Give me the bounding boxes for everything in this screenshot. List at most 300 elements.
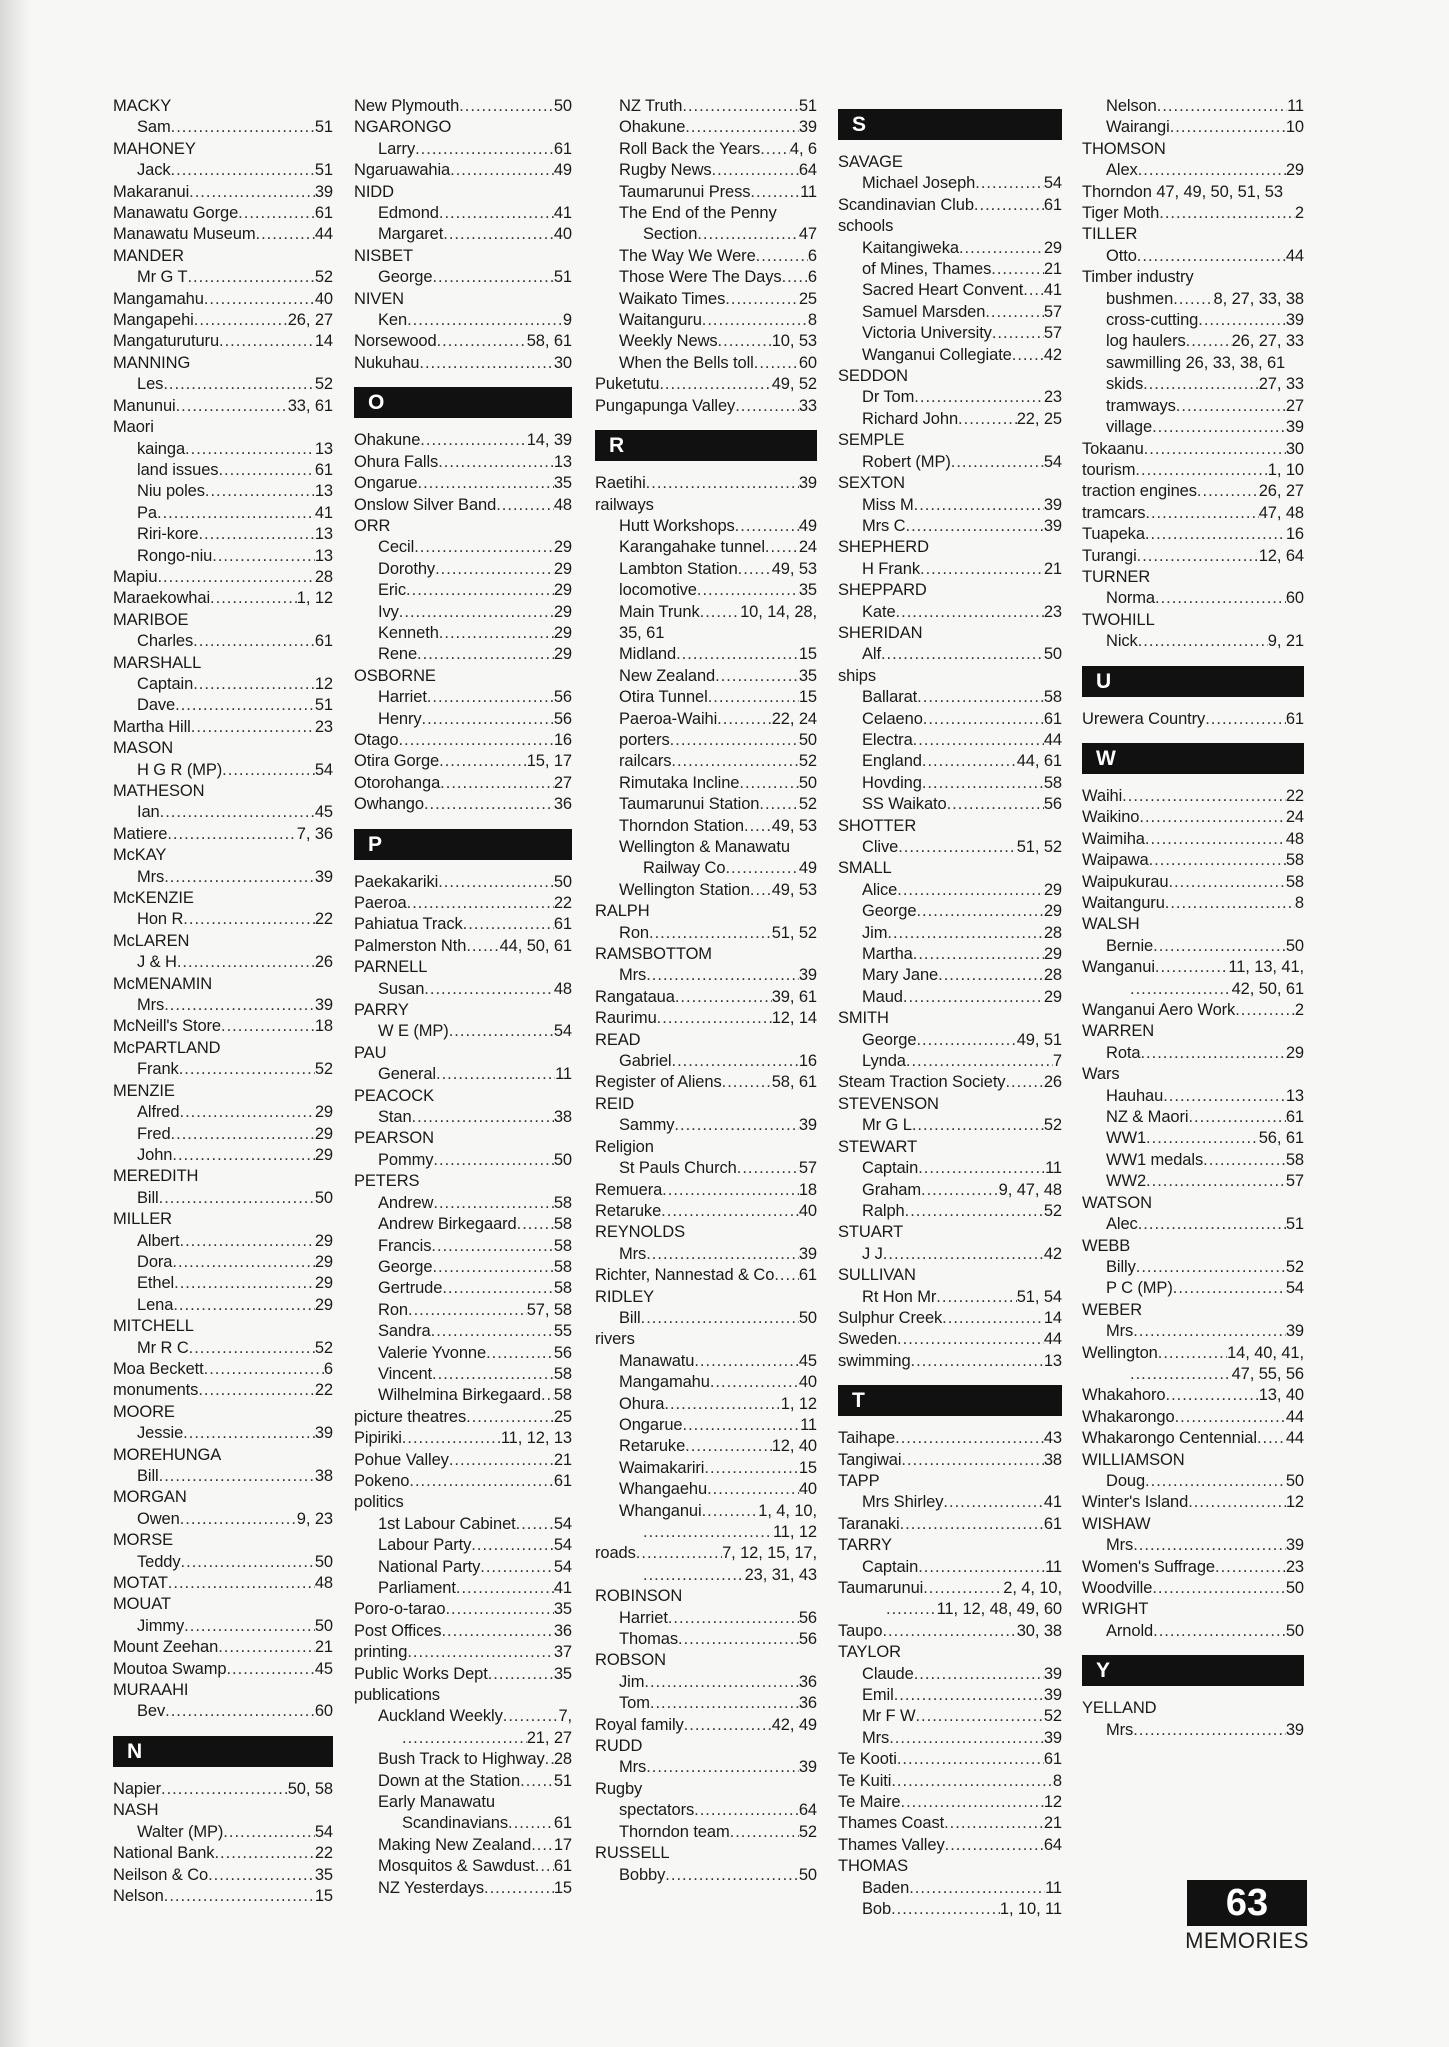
entry-term: spectators [619,1801,695,1820]
index-subentry [595,816,817,837]
entry-term: Niu poles [137,482,205,501]
entry-pages: 50 [798,1308,817,1327]
entry-term: Lena [137,1295,174,1314]
dot-leader [450,160,554,181]
dot-leader [975,173,1044,194]
entry-term: Waipawa [1082,851,1149,870]
entry-term: Raurimu [595,1009,657,1028]
dot-leader [670,730,799,751]
entry-pages: 23 [1043,388,1062,407]
index-entry [354,1171,572,1192]
entry-term: Owhango [354,795,424,814]
entry-pages: 49, 53 [771,559,817,578]
entry-pages: 16 [553,730,572,749]
entry-pages: 22 [314,1381,333,1400]
dot-leader [204,1359,324,1380]
index-subentry [113,1059,333,1080]
entry-pages: 39, 61 [771,987,817,1006]
dot-leader [668,1608,799,1629]
entry-pages: 7 [1052,1052,1062,1071]
entry-term: Weekly News [619,332,718,351]
dot-leader [439,203,554,224]
index-entry [595,1736,817,1757]
dot-leader [407,893,554,914]
entry-term: Wellington & Manawatu [619,838,790,856]
entry-term: WALSH [1082,915,1140,934]
entry-term: RIDLEY [595,1287,655,1306]
entry-term: TILLER [1082,225,1138,244]
dot-leader [175,695,315,716]
dot-leader [883,1244,1044,1265]
entry-pages: 49 [798,859,817,878]
entry-term: P C (MP) [1106,1279,1173,1298]
entry-term: MARIBOE [113,610,189,629]
index-entry [1082,914,1304,935]
index-subentry [113,481,333,502]
dot-leader [646,1757,799,1778]
dot-leader [466,1407,554,1428]
index-subentry [838,1664,1062,1685]
entry-pages: 10, 14, 28, [740,602,817,621]
entry-term: Pahiatua Track [354,915,463,934]
index-entry [838,1072,1062,1093]
index-subentry [595,1800,817,1821]
entry-pages: 49 [798,516,817,535]
entry-pages: 14 [314,332,333,351]
entry-term: PARRY [354,1001,409,1020]
entry-pages: 33 [798,396,817,415]
index-subentry [113,439,333,460]
index-entry [1082,829,1304,850]
entry-term: Mangapehi [113,311,194,330]
entry-pages: 50 [553,872,572,891]
index-entry [354,331,572,352]
index-subentry [838,302,1062,323]
entry-pages: 50 [314,1188,333,1207]
index-entry [354,473,572,494]
entry-pages: 13, 40 [1258,1386,1304,1405]
entry-term: MENZIE [113,1081,175,1100]
dot-leader [700,602,740,623]
dot-leader [649,923,772,944]
index-entry [354,751,572,772]
entry-pages: 39 [314,996,333,1015]
index-subentry [354,1278,572,1299]
entry-term: Dora [137,1252,173,1271]
index-subentry [1082,331,1304,352]
dot-leader [765,537,799,558]
index-entry [113,1038,333,1059]
index-entry [113,824,333,845]
entry-pages: 15 [798,688,817,707]
entry-term: Norsewood [354,332,437,351]
entry-term: Graham [862,1180,922,1199]
entry-term: Mr F W [862,1707,916,1726]
index-subentry [595,182,817,203]
index-entry [113,845,333,866]
entry-term: Larry [378,139,416,158]
dot-leader [459,96,554,117]
index-subentry [1082,396,1304,417]
entry-term: WILLIAMSON [1082,1450,1185,1469]
entry-pages: 39 [798,474,817,493]
dot-leader [238,203,315,224]
entry-pages: 22, 24 [771,709,817,728]
dot-leader [194,310,288,331]
section-letter-n: N [113,1736,333,1767]
entry-term: Bob [862,1900,892,1919]
entry-term: tourism [1082,460,1136,479]
index-subentry [354,139,572,160]
entry-term: Arnold [1106,1621,1154,1640]
entry-term: General [378,1065,437,1084]
entry-term: Paeroa-Waihi [619,709,718,728]
dot-leader [760,139,790,160]
dot-leader [992,323,1044,344]
index-subentry [113,267,333,288]
entry-term: Retaruke [619,1437,686,1456]
entry-pages: 35 [798,581,817,600]
index-subentry [838,1030,1062,1051]
dot-leader [212,546,315,567]
entry-term: George [378,1257,433,1276]
entry-pages: 40 [553,225,572,244]
dot-leader [171,1124,315,1145]
index-subentry [113,1616,333,1637]
dot-leader [774,1265,799,1286]
index-subentry [838,409,1062,430]
dot-leader [697,580,799,601]
index-entry [354,1664,572,1685]
index-entry [595,1287,817,1308]
entry-term: SEMPLE [838,431,905,450]
entry-pages: 16 [1285,525,1304,544]
entry-term: When the Bells toll [619,353,754,372]
entry-pages: 64 [798,1801,817,1820]
index-entry [1082,439,1304,460]
dot-leader [414,537,554,558]
index-subentry [838,1158,1062,1179]
entry-pages: 54 [1043,174,1062,193]
entry-term: schools [838,217,894,236]
index-entry [595,495,817,516]
dot-leader [665,1865,799,1886]
entry-term: Thames Coast [838,1814,945,1833]
index-subentry [595,858,817,879]
entry-term: Bobby [619,1865,666,1884]
index-entry [838,195,1062,216]
entry-pages: 45 [314,1659,333,1678]
entry-term: SHOTTER [838,816,917,835]
entry-term: Kate [862,602,896,621]
index-entry [354,872,572,893]
dot-leader [437,331,527,352]
index-subentry [595,580,817,601]
index-subentry [354,559,572,580]
dot-leader [412,1107,554,1128]
index-entry [595,944,817,965]
dot-leader [920,559,1044,580]
entry-term: Otira Gorge [354,752,440,771]
entry-term: Ralph [862,1201,905,1220]
index-entry [595,1715,817,1736]
dot-leader [463,914,554,935]
entry-pages: 14 [1043,1308,1062,1327]
dot-leader [456,1578,554,1599]
entry-term: Whanganui [619,1501,702,1520]
index-column-1 [113,96,333,1907]
dot-leader [204,289,315,310]
entry-term: Teddy [137,1552,181,1571]
entry-term: Moa Beckett [113,1359,204,1378]
entry-pages: 15 [798,1458,817,1477]
dot-leader [165,1701,315,1722]
entry-pages: 52 [798,795,817,814]
index-subentry [354,1150,572,1171]
index-column-5 [1082,96,1304,1741]
index-entry [113,1573,333,1594]
entry-term: TURNER [1082,567,1151,586]
dot-leader [174,1273,315,1294]
entry-pages: 52 [1043,1201,1062,1220]
index-entry [354,160,572,181]
dot-leader [1215,1557,1286,1578]
dot-leader [917,687,1044,708]
entry-term: Pokeno [354,1471,410,1490]
dot-leader [1235,1000,1295,1021]
entry-term: Jim [619,1672,645,1691]
dot-leader [685,117,799,138]
entry-term: Celaeno [862,709,923,728]
entry-term: Thames Valley [838,1835,945,1854]
dot-leader [1186,331,1232,352]
dot-leader [445,1599,553,1620]
entry-term: WEBB [1082,1236,1131,1255]
entry-term: locomotive [619,581,697,600]
entry-pages: 29 [314,1274,333,1293]
index-entry [354,1642,572,1663]
index-entry [838,1578,1062,1599]
entry-term: WW1 medals [1106,1150,1204,1169]
dot-leader [759,794,798,815]
entry-term: MORSE [113,1531,174,1550]
dot-leader [402,1428,501,1449]
entry-pages: 40 [798,1201,817,1220]
entry-term: Ballarat [862,688,918,707]
entry-term: Hutt Workshops [619,516,735,535]
dot-leader [882,1621,1016,1642]
section-letter-y: Y [1082,1655,1304,1686]
index-subentry [838,1051,1062,1072]
index-subentry [113,674,333,695]
entry-pages: 11, 12, 13 [500,1429,572,1448]
index-entry [595,1201,817,1222]
index-subentry [354,1813,572,1834]
index-entry [113,931,333,952]
dot-leader [161,1779,288,1800]
entry-pages: 45 [798,1351,817,1370]
dot-leader [643,1522,773,1543]
dot-leader [198,1380,315,1401]
index-entry [1082,524,1304,545]
index-entry [838,1771,1062,1792]
index-subentry [595,880,817,901]
index-entry [113,653,333,674]
entry-term: STEVENSON [838,1094,939,1113]
dot-leader [443,224,554,245]
entry-term: New Zealand [619,666,716,685]
index-entry [113,888,333,909]
entry-pages: 50 [553,1150,572,1169]
dot-leader [704,1458,798,1479]
dot-leader [398,730,553,751]
section-letter-r: R [595,430,817,461]
entry-pages: 7, 12, 15, 17, [722,1544,817,1563]
entry-pages: 11 [1287,97,1304,115]
dot-leader [1188,1107,1285,1128]
entry-term: Wairangi [1106,118,1170,137]
dot-leader [1133,1535,1286,1556]
entry-term: H G R (MP) [137,760,223,779]
entry-term: Rangataua [595,987,675,1006]
dot-leader [180,1509,297,1530]
entry-term: Women's Suffrage [1082,1557,1216,1576]
index-entry [1082,1450,1304,1471]
index-entry [838,1265,1062,1286]
entry-pages: 11 [1045,1557,1062,1576]
index-subentry [354,687,572,708]
dot-leader [438,452,554,473]
entry-term: Tom [619,1694,650,1713]
entry-pages: 56 [798,1630,817,1649]
index-entry [838,473,1062,494]
entry-pages: 13 [1043,1351,1062,1370]
entry-pages: 50 [1043,645,1062,664]
index-entry [1082,1407,1304,1428]
index-subentry [113,1701,333,1722]
index-entry [1082,1514,1304,1535]
index-entry [113,1594,333,1615]
dot-leader [1155,588,1286,609]
index-subentry [1082,1278,1304,1299]
dot-leader [898,837,1017,858]
dot-leader [914,495,1044,516]
dot-leader [739,773,798,794]
index-subentry [1082,936,1304,957]
index-entry [838,1535,1062,1556]
index-subentry [595,1244,817,1265]
index-entry [113,1865,333,1886]
entry-pages: 29 [1043,945,1062,964]
entry-term: Mangamahu [619,1373,710,1392]
dot-leader [418,473,554,494]
index-entry [113,1886,333,1907]
dot-leader [1133,1321,1286,1342]
entry-pages: 56 [553,1343,572,1362]
index-subentry [1082,374,1304,395]
entry-term: Lambton Station [619,559,738,578]
entry-term: railways [595,495,654,514]
index-subentry [838,559,1062,580]
index-subentry [113,1552,333,1573]
entry-term: SS Waikato [862,795,947,814]
entry-pages: 11 [1045,1878,1062,1897]
dot-leader [685,1436,772,1457]
index-subentry [354,1064,572,1085]
dot-leader [431,1236,553,1257]
index-subentry [595,267,817,288]
dot-leader [682,96,798,117]
index-subentry [354,1021,572,1042]
index-entry [1082,1064,1304,1085]
dot-leader [424,979,554,1000]
entry-pages: 61 [553,1814,572,1833]
dot-leader [545,1749,554,1770]
dot-leader [164,867,315,888]
index-subentry [595,1565,817,1586]
entry-pages: 21 [1043,559,1062,578]
entry-pages: 35 [553,474,572,493]
index-subentry [354,1728,572,1749]
index-subentry [354,203,572,224]
index-entry [1082,503,1304,524]
entry-term: Ngaruawahia [354,161,451,180]
index-subentry [113,995,333,1016]
entry-pages: 29 [553,559,572,578]
index-entry [354,1043,572,1064]
dot-leader [725,289,799,310]
index-subentry [595,1757,817,1778]
dot-leader [187,267,314,288]
dot-leader [1158,1343,1227,1364]
entry-term: Tuapeka [1082,525,1145,544]
dot-leader [177,952,315,973]
entry-pages: 57 [1043,324,1062,343]
entry-pages: 39 [798,1116,817,1135]
dot-leader [486,1343,554,1364]
entry-pages: 7, 36 [296,824,333,843]
entry-pages: 36 [553,1621,572,1640]
entry-pages: 50 [798,730,817,749]
entry-pages: 52 [314,268,333,287]
entry-pages: 58, 61 [771,1073,817,1092]
index-entry [113,1487,333,1508]
entry-term: SEDDON [838,367,908,386]
entry-pages: 61 [553,1857,572,1876]
entry-term: cross-cutting [1106,311,1199,330]
index-entry [354,96,572,117]
index-subentry [595,837,817,858]
entry-pages: 22 [314,1844,333,1863]
dot-leader [750,880,772,901]
entry-pages: 24 [1285,808,1304,827]
index-entry [595,374,817,395]
entry-pages: 11, 12, 48, 49, 60 [936,1600,1062,1619]
dot-leader [702,1501,759,1522]
dot-leader [205,481,315,502]
entry-term: Whakarongo [1082,1407,1175,1426]
dot-leader [193,631,315,652]
entry-term: Valerie Yvonne [378,1343,487,1362]
index-entry [354,773,572,794]
dot-leader [160,802,315,823]
dot-leader [1133,1720,1286,1741]
dot-leader [922,751,1017,772]
entry-term: Ken [378,311,408,330]
entry-pages: 39 [314,867,333,886]
index-subentry [838,1599,1062,1620]
entry-term: Nelson [113,1886,164,1905]
